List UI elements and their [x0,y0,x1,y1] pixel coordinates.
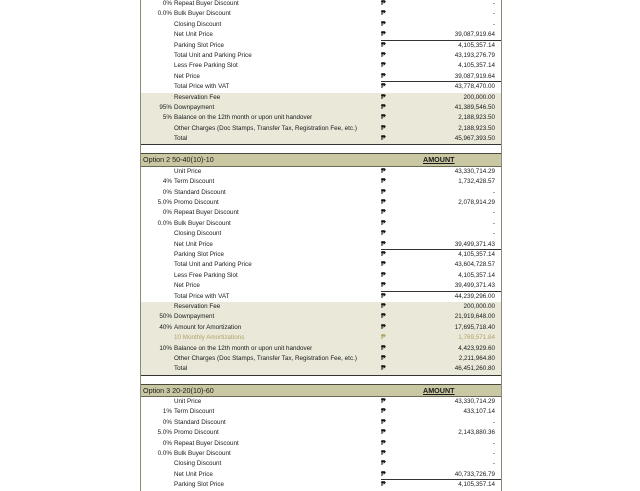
amount-cell: - [492,418,495,426]
price-row [141,459,501,469]
percentage-cell: 0% [162,209,172,217]
option-title: Option 2 50-40(10)-10 [143,155,214,165]
amount-cell: 39,499,371.43 [454,240,495,248]
peso-sign-icon: ₱ [381,261,386,269]
line-item-label: Less Free Parking Slot [174,271,238,279]
percentage-cell: 0% [162,439,172,447]
amount-cell: - [492,0,495,7]
peso-sign-icon: ₱ [381,219,386,227]
line-item-label: Standard Discount [174,188,226,196]
line-item-label: Repeat Buyer Discount [174,209,239,217]
peso-sign-icon: ₱ [381,398,386,406]
percentage-cell: 0% [162,188,172,196]
percentage-cell: 0.0% [157,219,172,227]
line-item-label: Net Unit Price [174,31,213,39]
peso-sign-icon: ₱ [381,240,386,248]
price-row [141,219,501,229]
price-row [141,0,501,9]
price-row [141,229,501,239]
peso-sign-icon: ₱ [381,313,386,321]
price-row [141,82,501,92]
percentage-cell: 10% [159,344,172,352]
amount-cell: 41,389,546.50 [454,103,495,111]
amount-cell: 4,105,357.14 [458,62,495,70]
amount-cell: 2,188,923.50 [458,114,495,122]
price-row [141,72,501,82]
price-row [141,323,501,333]
line-item-label: Reservation Fee [174,302,221,310]
price-row [141,302,501,312]
amount-cell: - [492,209,495,217]
peso-sign-icon: ₱ [381,292,386,300]
price-computation-sheet [140,0,502,491]
amount-column-header: AMOUNT [423,385,455,395]
line-item-label: Downpayment [174,313,215,321]
amount-cell: 4,105,357.14 [458,481,495,489]
price-row [141,439,501,449]
peso-sign-icon: ₱ [381,124,386,132]
price-row [141,124,501,134]
price-row [141,41,501,51]
percentage-cell: 0.0% [157,10,172,18]
amount-cell: 39,087,919.64 [454,31,495,39]
peso-sign-icon: ₱ [381,354,386,362]
price-row [141,428,501,438]
percentage-cell: 0.0% [157,450,172,458]
line-item-label: Reservation Fee [174,93,221,101]
peso-sign-icon: ₱ [381,114,386,122]
peso-sign-icon: ₱ [381,31,386,39]
line-item-label: Total Price with VAT [174,83,230,91]
option-title: Option 3 20-20(10)-60 [143,385,214,395]
amount-cell: 40,733,726.79 [454,470,495,478]
peso-sign-icon: ₱ [381,418,386,426]
peso-sign-icon: ₱ [381,230,386,238]
price-row [141,93,501,103]
percentage-cell: 1% [162,408,172,416]
peso-sign-icon: ₱ [381,20,386,28]
amount-cell: 43,193,276.79 [454,51,495,59]
percentage-cell: 4% [162,178,172,186]
line-item-label: Balance on the 12th month or upon unit handover [174,114,313,122]
line-item-label: Parking Slot Price [174,481,225,489]
peso-sign-icon: ₱ [381,282,386,290]
percentage-cell: 40% [159,323,172,331]
peso-sign-icon: ₱ [381,460,386,468]
percentage-cell: 0% [162,418,172,426]
price-row [141,344,501,354]
line-item-label: Term Discount [174,408,215,416]
price-row [141,397,501,407]
price-row [141,281,501,291]
price-row [141,177,501,187]
line-item-label: Parking Slot Price [174,250,225,258]
price-row [141,51,501,61]
amount-cell: 433,107.14 [463,408,495,416]
peso-sign-icon: ₱ [381,103,386,111]
peso-sign-icon: ₱ [381,323,386,331]
price-row [141,364,501,375]
price-row [141,61,501,71]
price-row [141,250,501,260]
price-row [141,9,501,19]
amount-cell: 2,143,880.36 [458,429,495,437]
amount-cell: 2,211,964.80 [458,354,495,362]
amount-cell: 200,000.00 [463,93,495,101]
amount-cell: 4,105,357.14 [458,41,495,49]
amount-cell: 46,451,260.80 [454,365,495,373]
option-header [141,384,501,397]
price-row [141,470,501,480]
peso-sign-icon: ₱ [381,72,386,80]
line-item-label: Downpayment [174,103,215,111]
line-item-label: Closing Discount [174,460,222,468]
amount-cell: 1,769,571.84 [458,334,495,342]
amount-cell: - [492,230,495,238]
amount-cell: 17,695,718.40 [454,323,495,331]
option-header [141,153,501,166]
amount-column-header: AMOUNT [423,155,455,165]
price-row [141,188,501,198]
amount-cell: 2,078,914.29 [458,199,495,207]
line-item-label: Promo Discount [174,429,219,437]
price-row [141,208,501,218]
peso-sign-icon: ₱ [381,429,386,437]
line-item-label: Promo Discount [174,199,219,207]
line-item-label: Other Charges (Doc Stamps, Transfer Tax, Registration Fee, etc.) [174,354,357,362]
line-item-label: Amount for Amortization [174,323,242,331]
percentage-cell: 5.0% [157,199,172,207]
amount-cell: 45,967,393.50 [454,135,495,143]
line-item-label: Total [174,135,188,143]
peso-sign-icon: ₱ [381,302,386,310]
price-row [141,354,501,364]
line-item-label: Total Unit and Parking Price [174,51,252,59]
price-row [141,167,501,177]
price-row [141,418,501,428]
line-item-label: Repeat Buyer Discount [174,439,239,447]
peso-sign-icon: ₱ [381,41,386,49]
line-item-label: Net Price [174,72,200,80]
amount-cell: - [492,188,495,196]
price-row [141,449,501,459]
amount-cell: 4,105,357.14 [458,271,495,279]
amount-cell: - [492,460,495,468]
peso-sign-icon: ₱ [381,250,386,258]
percentage-cell: 5.0% [157,429,172,437]
line-item-label: Unit Price [174,167,202,175]
price-row [141,134,501,145]
price-row [141,240,501,250]
price-row [141,30,501,40]
price-row [141,312,501,322]
peso-sign-icon: ₱ [381,178,386,186]
line-item-label: Standard Discount [174,418,226,426]
price-row [141,407,501,417]
peso-sign-icon: ₱ [381,51,386,59]
line-item-label: Bulk Buyer Discount [174,450,231,458]
price-row [141,480,501,490]
amount-cell: 200,000.00 [463,302,495,310]
line-item-label: Other Charges (Doc Stamps, Transfer Tax, Registration Fee, etc.) [174,124,357,132]
line-item-label: Unit Price [174,398,202,406]
peso-sign-icon: ₱ [381,344,386,352]
peso-sign-icon: ₱ [381,93,386,101]
line-item-label: 10 Monthly Amortizations [174,334,245,342]
peso-sign-icon: ₱ [381,470,386,478]
price-row [141,333,501,343]
line-item-label: Less Free Parking Slot [174,62,238,70]
amount-cell: - [492,219,495,227]
percentage-cell: 5% [162,114,172,122]
amount-cell: 44,239,296.00 [454,292,495,300]
peso-sign-icon: ₱ [381,62,386,70]
price-row [141,198,501,208]
peso-sign-icon: ₱ [381,167,386,175]
peso-sign-icon: ₱ [381,450,386,458]
price-row [141,113,501,123]
line-item-label: Total [174,365,188,373]
peso-sign-icon: ₱ [381,188,386,196]
amount-cell: - [492,439,495,447]
peso-sign-icon: ₱ [381,10,386,18]
price-row [141,260,501,270]
peso-sign-icon: ₱ [381,135,386,143]
line-item-label: Closing Discount [174,230,222,238]
peso-sign-icon: ₱ [381,365,386,373]
line-item-label: Term Discount [174,178,215,186]
amount-cell: 21,919,648.00 [454,313,495,321]
peso-sign-icon: ₱ [381,199,386,207]
amount-cell: 43,604,728.57 [454,261,495,269]
block-spacer [141,376,501,384]
peso-sign-icon: ₱ [381,0,386,7]
amount-cell: 4,423,929.60 [458,344,495,352]
line-item-label: Balance on the 12th month or upon unit handover [174,344,313,352]
peso-sign-icon: ₱ [381,83,386,91]
amount-cell: 1,732,428.57 [458,178,495,186]
line-item-label: Parking Slot Price [174,41,225,49]
peso-sign-icon: ₱ [381,271,386,279]
line-item-label: Net Price [174,282,200,290]
line-item-label: Bulk Buyer Discount [174,219,231,227]
peso-sign-icon: ₱ [381,481,386,489]
peso-sign-icon: ₱ [381,209,386,217]
amount-cell: 39,499,371.43 [454,282,495,290]
percentage-cell: 0% [162,0,172,7]
amount-cell: 2,188,923.50 [458,124,495,132]
line-item-label: Total Price with VAT [174,292,230,300]
line-item-label: Bulk Buyer Discount [174,10,231,18]
price-row [141,103,501,113]
amount-cell: 43,330,714.29 [454,398,495,406]
line-item-label: Total Unit and Parking Price [174,261,252,269]
amount-cell: 4,105,357.14 [458,250,495,258]
line-item-label: Closing Discount [174,20,222,28]
amount-cell: - [492,450,495,458]
amount-cell: 39,087,919.64 [454,72,495,80]
price-row [141,20,501,30]
percentage-cell: 50% [159,313,172,321]
amount-cell: 43,330,714.29 [454,167,495,175]
peso-sign-icon: ₱ [381,334,386,342]
line-item-label: Repeat Buyer Discount [174,0,239,7]
price-row [141,271,501,281]
peso-sign-icon: ₱ [381,408,386,416]
amount-cell: - [492,20,495,28]
line-item-label: Net Unit Price [174,240,213,248]
amount-cell: 43,778,470.00 [454,83,495,91]
line-item-label: Net Unit Price [174,470,213,478]
price-row [141,292,501,302]
amount-cell: - [492,10,495,18]
peso-sign-icon: ₱ [381,439,386,447]
percentage-cell: 95% [159,103,172,111]
block-spacer [141,145,501,153]
